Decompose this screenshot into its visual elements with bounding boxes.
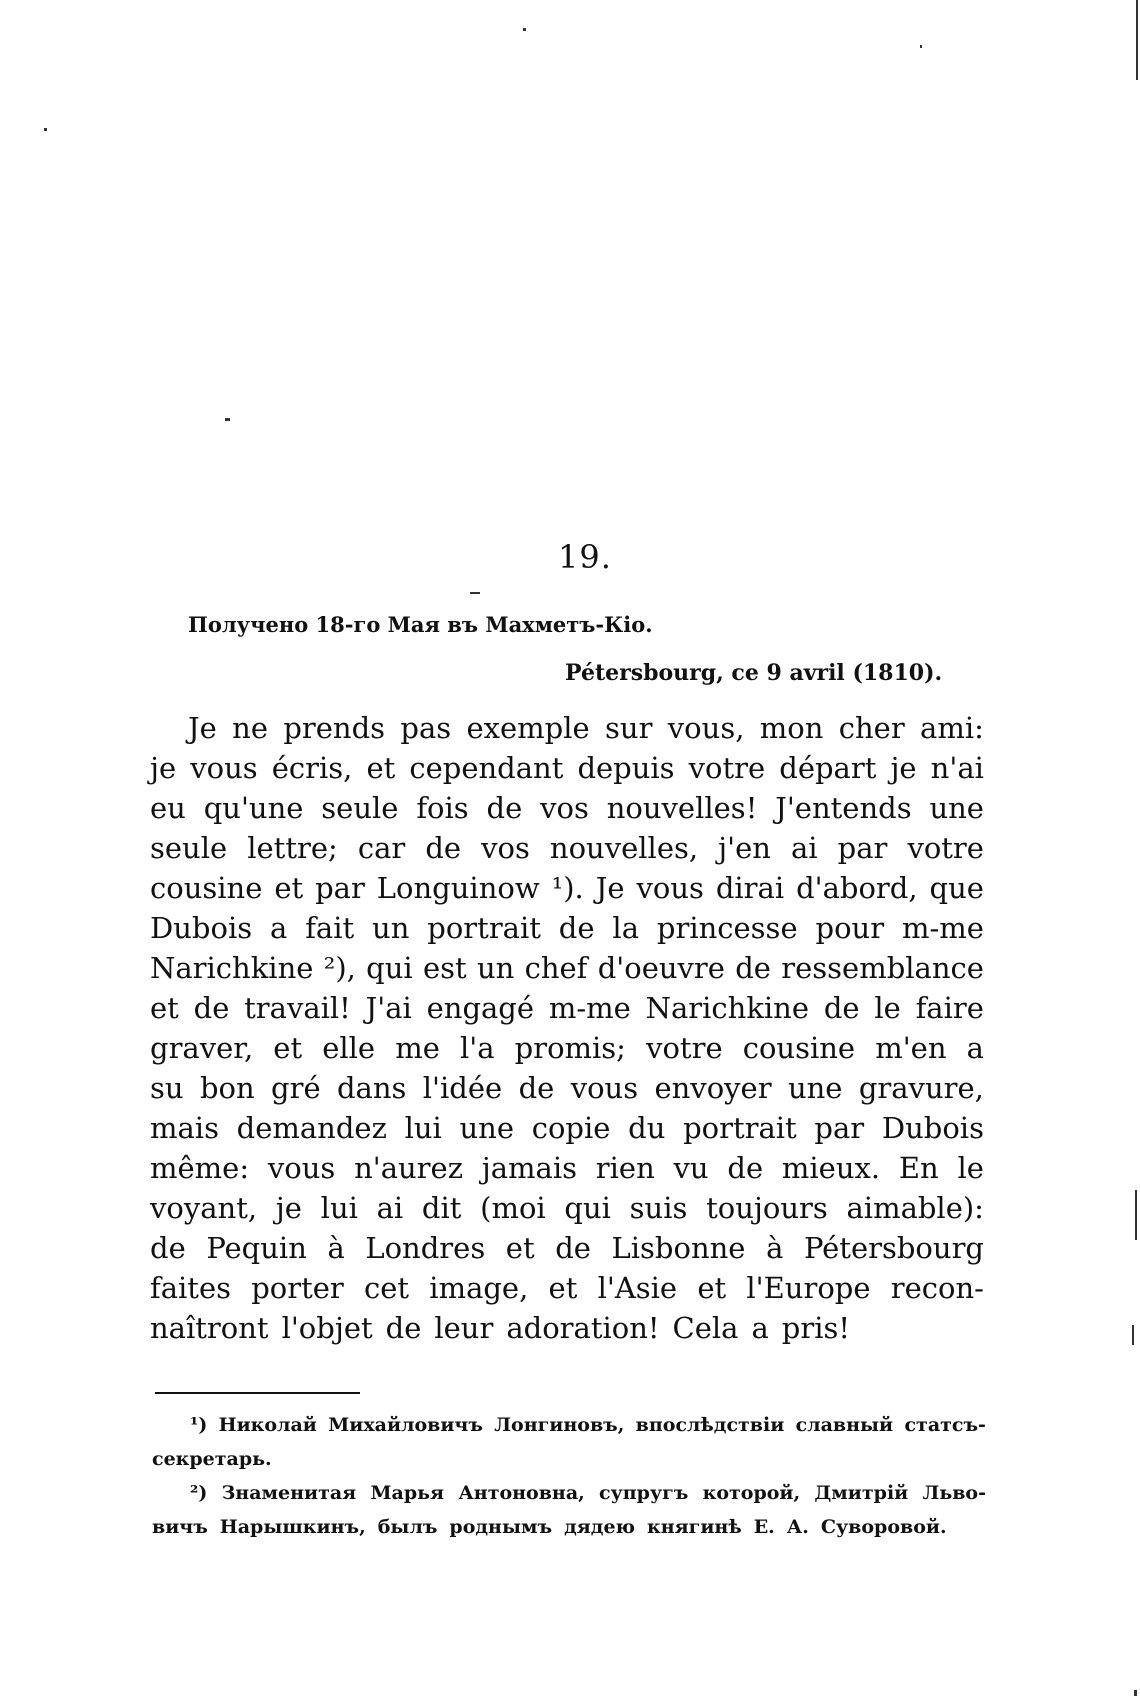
footnote-line: ¹) Николай Михайловичъ Лонгиновъ, впослѣдствіи славный статсъ- bbox=[190, 1414, 986, 1436]
scan-speck bbox=[470, 592, 480, 594]
body-line: su bon gré dans l'idée de vous envoyer une gravure, bbox=[150, 1071, 984, 1105]
scan-speck bbox=[44, 128, 47, 131]
scan-speck bbox=[523, 28, 526, 31]
body-line: seule lettre; car de vos nouvelles, j'en ai par votre bbox=[150, 831, 984, 865]
letter-body bbox=[150, 708, 984, 1348]
body-line: de Pequin à Londres et de Lisbonne à Pétersbourg bbox=[150, 1231, 984, 1265]
footnote-divider bbox=[155, 1392, 360, 1394]
scan-speck bbox=[1136, 0, 1138, 80]
body-line: et de travail! J'ai engagé m-me Narichkine de le faire bbox=[150, 991, 984, 1025]
letter-number: 19. bbox=[558, 538, 612, 576]
scan-speck bbox=[1135, 1190, 1137, 1240]
body-line: je vous écris, et cependant depuis votre départ je n'ai bbox=[150, 751, 984, 785]
scan-speck bbox=[1132, 1325, 1134, 1345]
footnote-line: секретарь. bbox=[152, 1448, 272, 1470]
body-line: faites porter cet image, et l'Asie et l'Europe recon- bbox=[150, 1271, 984, 1305]
footnote-line: вичъ Нарышкинъ, былъ роднымъ дядею княгинѣ Е. А. Суворовой. bbox=[152, 1516, 947, 1538]
body-line: voyant, je lui ai dit (moi qui suis toujours aimable): bbox=[150, 1191, 984, 1225]
scan-speck bbox=[225, 418, 230, 421]
footnotes bbox=[152, 1408, 986, 1544]
place-date: Pétersbourg, ce 9 avril (1810). bbox=[565, 660, 943, 686]
body-line: graver, et elle me l'a promis; votre cousine m'en a bbox=[150, 1031, 984, 1065]
body-line: Je ne prends pas exemple sur vous, mon cher ami: bbox=[188, 711, 984, 745]
received-note: Получено 18-го Мая въ Махметъ-Кіо. bbox=[188, 612, 653, 637]
scan-speck bbox=[1134, 1690, 1137, 1696]
body-line: cousine et par Longuinow ¹). Je vous dirai d'abord, que bbox=[150, 871, 984, 905]
body-line: Dubois a fait un portrait de la princesse pour m-me bbox=[150, 911, 984, 945]
body-line: naîtront l'objet de leur adoration! Cela a pris! bbox=[150, 1311, 851, 1345]
footnote-line: ²) Знаменитая Марья Антоновна, супругъ которой, Дмитрій Льво- bbox=[190, 1482, 986, 1504]
scan-speck bbox=[920, 45, 922, 48]
body-line: mais demandez lui une copie du portrait par Dubois bbox=[150, 1111, 984, 1145]
body-line: eu qu'une seule fois de vos nouvelles! J'entends une bbox=[150, 791, 984, 825]
body-line: Narichkine ²), qui est un chef d'oeuvre de ressemblance bbox=[150, 951, 984, 985]
body-line: même: vous n'aurez jamais rien vu de mieux. En le bbox=[150, 1151, 984, 1185]
